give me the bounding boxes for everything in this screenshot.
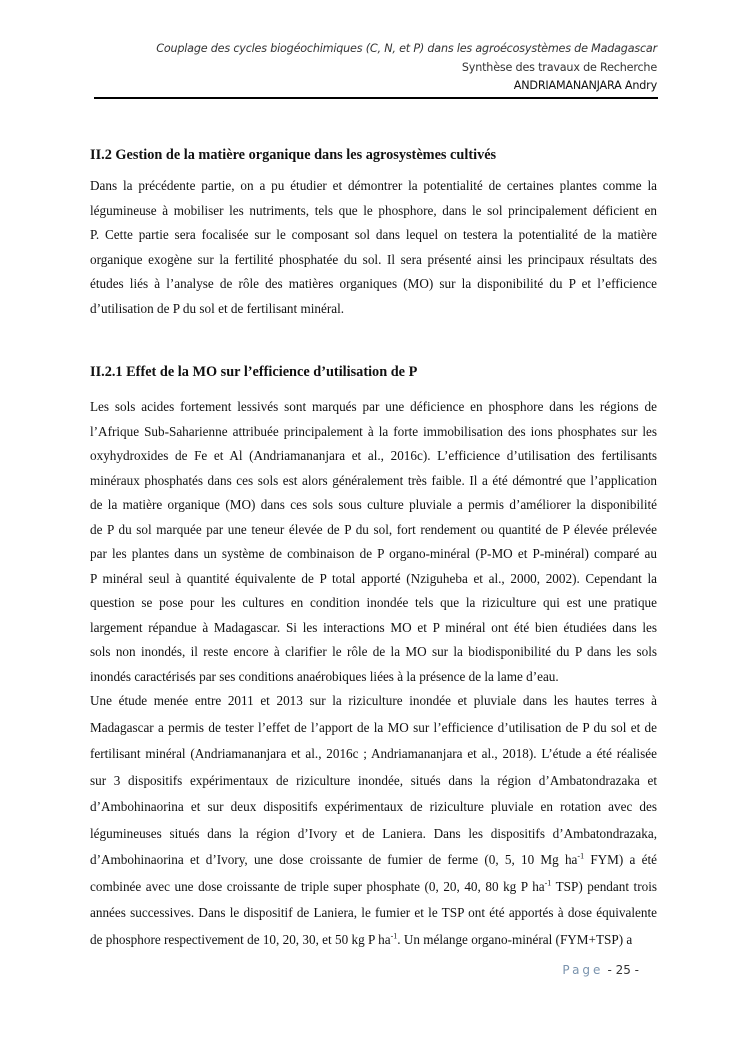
text-line: P. Cette partie sera focalisée sur le composant sol dans lequel on testera la potentialité de la matière bbox=[90, 227, 657, 242]
text-line bbox=[90, 821, 657, 848]
text-segment: de phosphore respectivement de 10, 20, 30, et 50 kg P ha bbox=[90, 931, 391, 947]
paragraph-3 bbox=[90, 688, 657, 953]
text-line: études liés à l’analyse de rôle des matières organiques (MO) sur la disponibilité du P et l’efficience bbox=[90, 276, 657, 291]
text-line: par les plantes dans un système de combinaison de P organo-minéral (P-MO et P-minéral) comparé au bbox=[90, 546, 657, 561]
text-line: légumineuse à mobiliser les nutriments, tels que le phosphore, dans le sol principalement déficient en bbox=[90, 202, 657, 218]
superscript: -1 bbox=[390, 931, 398, 941]
text-line: l’Afrique Sub-Saharienne attribuée principalement à la forte immobilisation des ions phosphates sur les bbox=[90, 423, 657, 439]
text-line: organique exogène sur la fertilité phosphatée du sol. Il sera présenté ainsi les principaux résultats des bbox=[90, 251, 657, 267]
text-segment: d’Ambohinaorina et d’Ivory, une dose croissante de fumier de ferme (0, 5, 10 Mg ha bbox=[90, 852, 578, 867]
text-line: de la matière organique (MO) dans ces sols sous culture pluviale a permis d’améliorer la disponibilité bbox=[90, 497, 657, 512]
text-line bbox=[90, 768, 657, 795]
text-segment: . Un mélange organo-minéral (FYM+TSP) a bbox=[397, 931, 633, 947]
text-segment: Madagascar a permis de tester l’effet de l’apport de la MO sur l’efficience d’utilisation de P du sol et de bbox=[90, 719, 657, 735]
text-line: inondés caractérisés par ses conditions anaérobiques liées à la présence de la lame d’eau. bbox=[90, 668, 559, 684]
text-line bbox=[90, 715, 657, 742]
subsection-heading: II.2.1 Effet de la MO sur l’efficience d’utilisation de P bbox=[90, 364, 418, 380]
text-line bbox=[90, 927, 657, 954]
text-line: Dans la précédente partie, on a pu étudier et démontrer la potentialité de certaines plantes comme la bbox=[90, 178, 657, 193]
text-segment: combinée avec une dose croissante de triple super phosphate (0, 20, 40, 80 kg P ha bbox=[90, 878, 545, 894]
text-segment: légumineuses situés dans la région d’Ivory et de Laniera. Dans les dispositifs d’Ambatondrazaka, bbox=[90, 825, 657, 841]
text-line bbox=[90, 794, 657, 821]
text-line: sols non inondés, il reste encore à clarifier le rôle de la MO sur la biodisponibilité du P dans les sols bbox=[90, 644, 657, 659]
text-line: minéraux phosphatés dans ces sols est alors généralement très faible. Il a été démontré que l’application bbox=[90, 472, 657, 488]
text-line: P minéral seul à quantité équivalente de P total apporté (Nziguheba et al., 2000, 2002). Cependant la bbox=[90, 570, 657, 586]
page-number bbox=[562, 963, 639, 977]
text-line: largement répandue à Madagascar. Si les interactions MO et P minéral ont été bien étudiées dans les bbox=[90, 619, 657, 635]
text-line bbox=[90, 900, 657, 927]
text-segment: TSP) pendant trois bbox=[551, 878, 657, 894]
text-line bbox=[90, 847, 657, 874]
section-heading: II.2 Gestion de la matière organique dans les agrosystèmes cultivés bbox=[90, 147, 497, 163]
running-header-title: Couplage des cycles biogéochimiques (C, N, et P) dans les agroécosystèmes de Madagascar bbox=[156, 42, 657, 55]
text-segment: FYM) a été bbox=[584, 852, 657, 867]
text-line bbox=[90, 874, 657, 901]
header-divider bbox=[94, 97, 658, 99]
text-segment: fertilisant minéral (Andriamananjara et al., 2016c ; Andriamananjara et al., 2018). L’étude a été réalisée bbox=[90, 746, 657, 761]
text-segment: Une étude menée entre 2011 et 2013 sur la riziculture inondée et pluviale dans les hautes terres à bbox=[90, 693, 657, 708]
superscript: -1 bbox=[577, 851, 585, 861]
page-number-value: - 25 - bbox=[607, 963, 639, 977]
running-header-subtitle: Synthèse des travaux de Recherche bbox=[461, 61, 657, 74]
text-line: oxyhydroxides de Fe et Al (Andriamananjara et al., 2016c). L’efficience d’utilisation des fertilisants bbox=[90, 448, 657, 463]
paragraph-1 bbox=[90, 174, 657, 321]
text-line bbox=[90, 688, 657, 715]
running-header-author: ANDRIAMANANJARA Andry bbox=[513, 79, 657, 92]
paragraph-2 bbox=[90, 395, 657, 689]
text-line: Les sols acides fortement lessivés sont marqués par une déficience en phosphore dans les régions de bbox=[90, 399, 657, 414]
text-segment: sur 3 dispositifs expérimentaux de riziculture inondée, situés dans la région d’Ambatondrazaka et bbox=[90, 772, 657, 788]
text-segment: d’Ambohinaorina et sur deux dispositifs expérimentaux de riziculture pluviale en rotation avec des bbox=[90, 799, 657, 814]
text-line: de P du sol marquée par une teneur élevée de P du sol, fort rendement ou quantité de P élevée prélevée bbox=[90, 521, 657, 537]
text-line: question se pose pour les cultures en condition inondée tels que la riziculture qui est une pratique bbox=[90, 595, 657, 610]
text-line: d’utilisation de P du sol et de fertilisant minéral. bbox=[90, 300, 345, 316]
text-line bbox=[90, 741, 657, 768]
text-segment: années successives. Dans le dispositif de Laniera, le fumier et le TSP ont été apportés à dose équivalente bbox=[90, 905, 657, 920]
superscript: -1 bbox=[544, 878, 552, 888]
page-label: Page bbox=[562, 963, 604, 977]
